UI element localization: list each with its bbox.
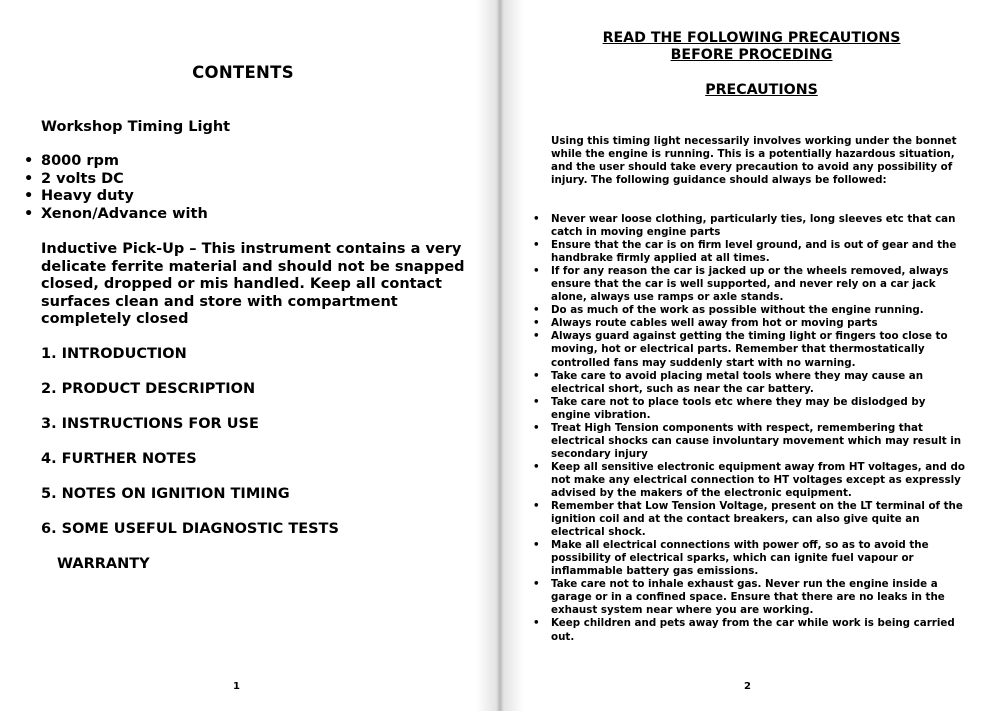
toc-item-notes-on-ignition-timing: 5. NOTES ON IGNITION TIMING: [41, 486, 290, 502]
precaution-text: Always route cables well away from hot or moving parts: [551, 317, 878, 330]
heading-line: BEFORE PROCEDING: [670, 47, 833, 63]
precaution-text: Treat High Tension components with respect, remembering that electrical shocks can cause involuntary movement which may result in secondary injury: [551, 421, 962, 460]
precaution-text: If for any reason the car is jacked up or the wheels removed, always ensure that the car is well supported, and never rely on a car jack alone, always use ramps or axle stands.: [551, 265, 949, 304]
product-name: Workshop Timing Light: [41, 119, 231, 135]
pickup-warning: Inductive Pick-Up – This instrument contains a very delicate ferrite material and should not be snapped closed, dropped or mis handled. Keep all contact surfaces clean and store with compartment completely closed: [41, 241, 465, 328]
spec-text: 8000 rpm: [41, 153, 120, 169]
bullet-icon: •: [24, 188, 34, 204]
section-title: PRECAUTIONS: [705, 82, 818, 98]
precaution-text: Take care not to inhale exhaust gas. Never run the engine inside a garage or in a confined space. Ensure that there are no leaks in the exhaust system near where you are working.: [551, 578, 945, 617]
spec-text: 2 volts DC: [41, 170, 124, 187]
precaution-item: [533, 317, 966, 330]
page-number: 1: [233, 681, 240, 692]
intro-paragraph: Using this timing light necessarily involves working under the bonnet while the engine is running. This is a potentially hazardous situation, and the user should take every precaution to avoid any possibility of injury. The following guidance should always be followed:: [551, 135, 957, 187]
precaution-item: [533, 239, 966, 265]
bullet-icon: •: [533, 317, 540, 330]
precaution-item: [533, 617, 966, 643]
toc-item-product-description: 2. PRODUCT DESCRIPTION: [41, 381, 256, 397]
precaution-item: [533, 460, 966, 500]
precaution-item: [533, 213, 966, 239]
table-of-contents: [41, 345, 339, 590]
bullet-icon: •: [533, 617, 540, 630]
precaution-text: Ensure that the car is on firm level ground, and is out of gear and the handbrake firmly applied at all times.: [551, 239, 957, 265]
spec-item: [24, 153, 208, 171]
precaution-item: [533, 330, 966, 369]
toc-item-warranty: WARRANTY: [57, 556, 150, 572]
bullet-icon: •: [533, 539, 540, 552]
bullet-icon: •: [533, 500, 540, 513]
bullet-icon: •: [24, 205, 34, 222]
spec-item: [24, 170, 208, 189]
precaution-text: Always guard against getting the timing light or fingers too close to moving, hot or electrical parts. Remember that thermostatically controlled fans may suddenly start with no warning.: [551, 330, 948, 369]
precaution-text: Take care not to place tools etc where they may be dislodged by engine vibration.: [551, 395, 926, 421]
bullet-icon: •: [533, 330, 540, 343]
spec-text: Heavy duty: [41, 188, 134, 204]
precaution-text: Take care to avoid placing metal tools where they may cause an electrical short, such as near the car battery.: [551, 369, 924, 395]
precaution-item: [533, 369, 966, 396]
precaution-item: [533, 304, 966, 317]
bullet-icon: •: [24, 170, 34, 187]
spec-list: [24, 153, 208, 223]
toc-item-diagnostic-tests: 6. SOME USEFUL DIAGNOSTIC TESTS: [41, 521, 339, 537]
toc-item-further-notes: 4. FURTHER NOTES: [41, 451, 197, 467]
bullet-icon: •: [533, 239, 540, 252]
spec-item: [24, 205, 208, 224]
bullet-icon: •: [533, 395, 540, 408]
precaution-item: [533, 539, 966, 578]
contents-title: CONTENTS: [192, 63, 294, 82]
bullet-icon: •: [24, 153, 34, 169]
bullet-icon: •: [533, 578, 540, 591]
bullet-icon: •: [533, 369, 540, 382]
right-page: [500, 0, 1000, 711]
precautions-warning-heading: [500, 30, 1000, 64]
precaution-item: [533, 578, 966, 617]
bullet-icon: •: [533, 421, 540, 434]
precaution-text: Never wear loose clothing, particularly ties, long sleeves etc that can catch in moving engine parts: [551, 213, 956, 239]
toc-item-introduction: 1. INTRODUCTION: [41, 346, 187, 362]
precaution-text: Keep all sensitive electronic equipment away from HT voltages, and do not make any electrical connection to HT voltages except as expressly advised by the makers of the electronic equipment.: [551, 460, 965, 499]
heading-line: READ THE FOLLOWING PRECAUTIONS: [602, 30, 901, 46]
spec-item: [24, 188, 208, 206]
page-number: 2: [744, 681, 751, 692]
bullet-icon: •: [533, 304, 540, 317]
bullet-icon: •: [533, 213, 540, 225]
precaution-item: [533, 265, 966, 304]
precaution-item: [533, 500, 966, 539]
bullet-icon: •: [533, 265, 540, 278]
book-gutter-shadow: [476, 0, 524, 711]
toc-item-instructions-for-use: 3. INSTRUCTIONS FOR USE: [41, 416, 259, 432]
precaution-text: Remember that Low Tension Voltage, present on the LT terminal of the ignition coil and at the contact breakers, can also give quite an electrical shock.: [551, 500, 963, 539]
precaution-list: [533, 213, 966, 644]
precaution-text: Make all electrical connections with power off, so as to avoid the possibility of electrical sparks, which can ignite fuel vapour or inflammable battery gas emissions.: [551, 539, 929, 578]
precaution-item: [533, 421, 966, 461]
spec-text: Xenon/Advance with: [41, 205, 208, 222]
bullet-icon: •: [533, 460, 540, 473]
precaution-item: [533, 395, 966, 422]
precaution-text: Keep children and pets away from the car while work is being carried out.: [551, 617, 955, 643]
precaution-text: Do as much of the work as possible without the engine running.: [551, 304, 924, 317]
